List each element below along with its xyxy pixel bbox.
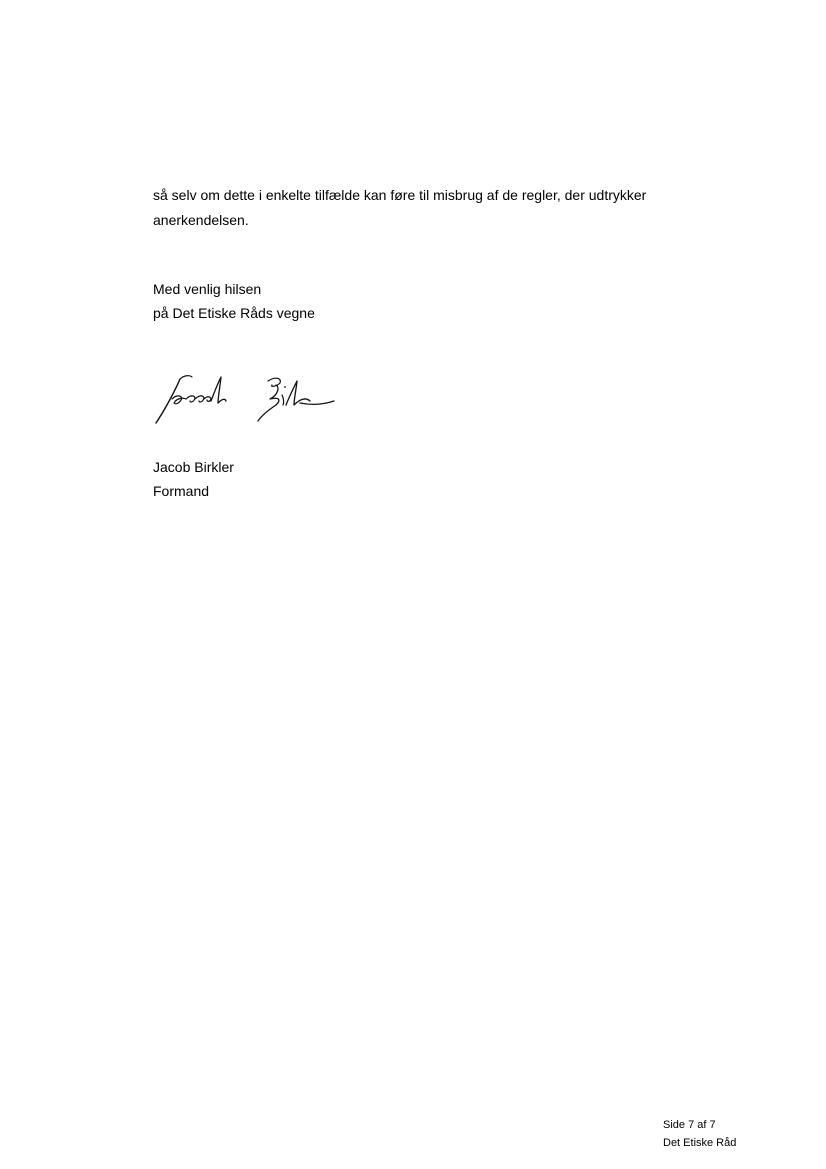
footer-organization: Det Etiske Råd bbox=[663, 1137, 737, 1149]
handwritten-signature bbox=[150, 365, 350, 433]
paragraph-line-1: så selv om dette i enkelte tilfælde kan føre til misbrug af de regler, der udtrykker bbox=[153, 187, 647, 203]
closing-block bbox=[153, 277, 315, 325]
signer-name: Jacob Birkler bbox=[153, 459, 234, 475]
closing-on-behalf: på Det Etiske Råds vegne bbox=[153, 305, 315, 321]
letter-paragraph bbox=[153, 183, 713, 233]
paragraph-line-2: anerkendelsen. bbox=[153, 212, 249, 228]
signer-block bbox=[153, 455, 234, 503]
signer-title: Formand bbox=[153, 483, 210, 499]
page-footer bbox=[663, 1116, 736, 1152]
closing-greeting: Med venlig hilsen bbox=[153, 281, 262, 297]
page-number: Side 7 af 7 bbox=[663, 1119, 716, 1131]
